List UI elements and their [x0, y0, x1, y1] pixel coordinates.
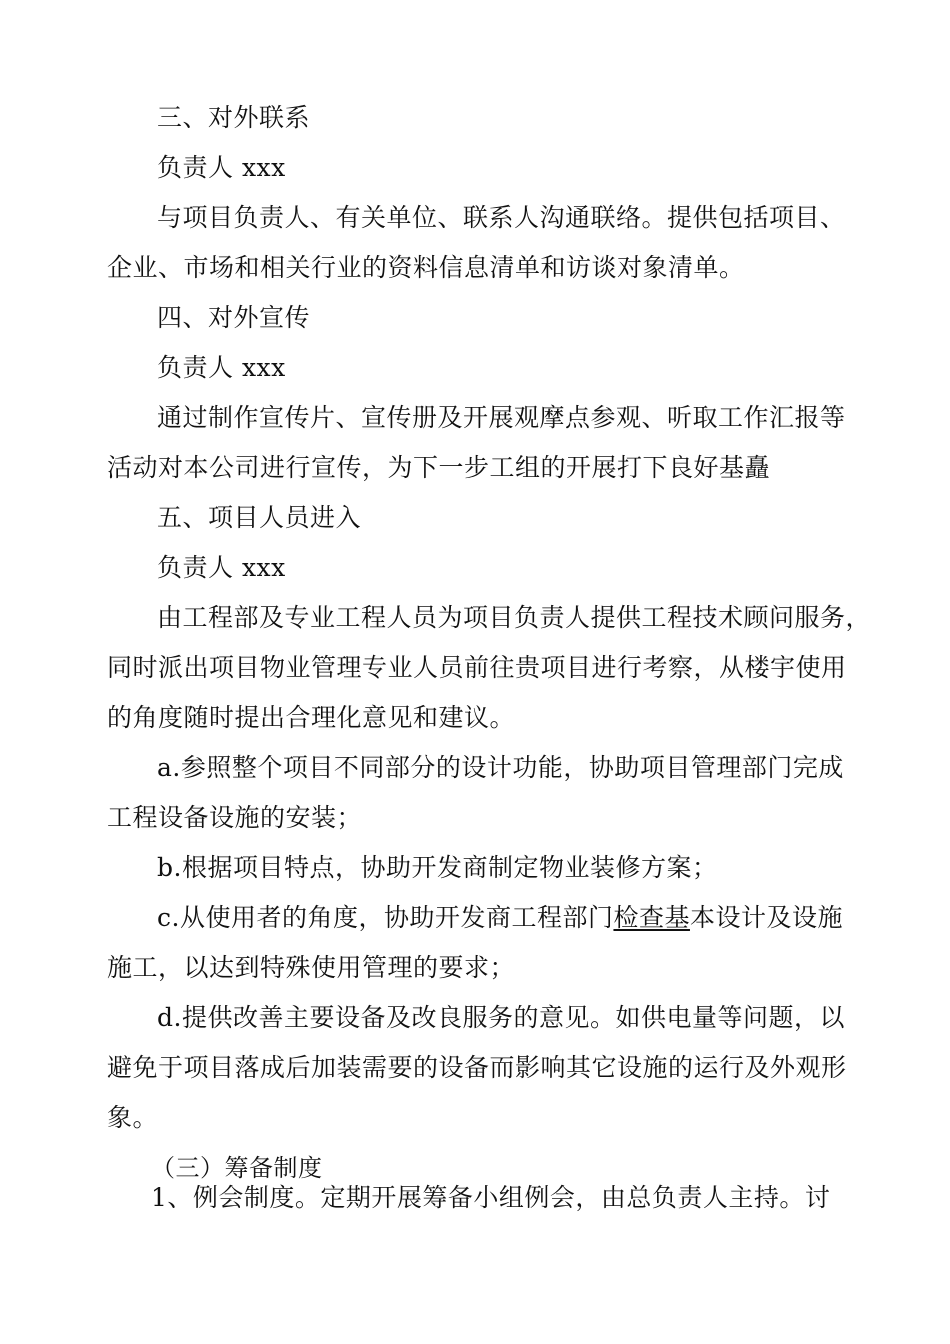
subsection-heading-preparation-system: （三）筹备制度 [151, 1154, 323, 1182]
list-item-c-text-end: 本设计及设施 [689, 903, 843, 932]
paragraph-line: 1、例会制度。定期开展筹备小组例会，由总负责人主持。讨 [151, 1183, 831, 1212]
paragraph-line: 同时派出项目物业管理专业人员前往贵项目进行考察，从楼宇使用 [107, 653, 847, 682]
owner-line: 负责人 xxx [157, 353, 286, 382]
paragraph-line: 与项目负责人、有关单位、联系人沟通联络。提供包括项目、 [157, 203, 846, 232]
paragraph-line: 活动对本公司进行宣传，为下一步工组的开展打下良好基矗 [107, 453, 771, 482]
list-item-c [157, 903, 843, 933]
paragraph-line: 通过制作宣传片、宣传册及开展观摩点参观、听取工作汇报等 [157, 403, 846, 432]
paragraph-line: 由工程部及专业工程人员为项目负责人提供工程技术顾问服务， [157, 603, 872, 632]
list-item-b: b.根据项目特点，协助开发商制定物业装修方案； [157, 853, 718, 882]
paragraph-line: 的角度随时提出合理化意见和建议。 [107, 703, 516, 732]
section-heading-project-staff-entry: 五、项目人员进入 [157, 503, 362, 532]
section-heading-external-publicity: 四、对外宣传 [157, 303, 311, 332]
owner-line: 负责人 xxx [157, 153, 286, 182]
list-item-d-continued: 避免于项目落成后加装需要的设备而影响其它设施的运行及外观形 [107, 1053, 847, 1082]
list-item-a-continued: 工程设备设施的安装； [107, 803, 363, 832]
paragraph-line: 企业、市场和相关行业的资料信息清单和访谈对象清单。 [107, 253, 745, 282]
list-item-d: d.提供改善主要设备及改良服务的意见。如供电量等问题，以 [157, 1003, 845, 1032]
list-item-a: a.参照整个项目不同部分的设计功能，协助项目管理部门完成 [157, 753, 844, 782]
owner-line: 负责人 xxx [157, 553, 286, 582]
list-item-c-continued: 施工，以达到特殊使用管理的要求； [107, 953, 516, 982]
list-item-c-text: c.从使用者的角度，协助开发商工程部门 [157, 903, 614, 932]
section-heading-external-liaison: 三、对外联系 [157, 103, 311, 132]
list-item-d-end: 象。 [107, 1103, 159, 1132]
underlined-text: 检查基 [613, 903, 690, 932]
